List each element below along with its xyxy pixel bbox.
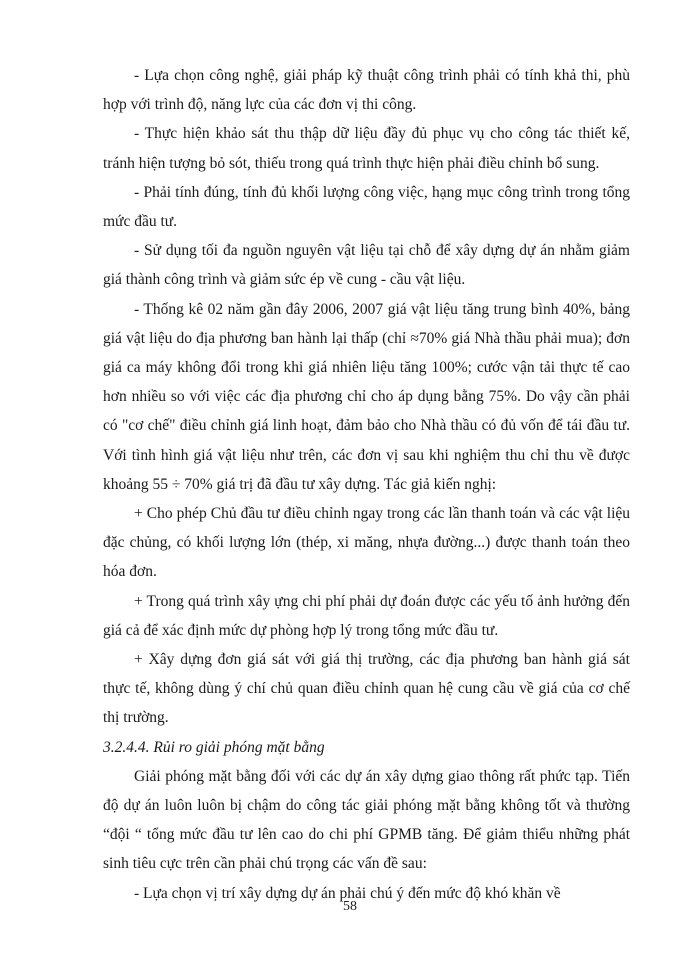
paragraph-recommendation-payment: + Cho phép Chủ đầu tư điều chỉnh ngay trong các lần thanh toán và các vật liệu đặc chủng, có khối lượng lớn (thép, xi măng, nhựa đường...) được thanh toán theo hóa đơn. <box>103 505 630 581</box>
paragraph-workload-calculation: - Phải tính đúng, tính đủ khối lượng công việc, hạng mục công trình trong tổng mức đầu tư. <box>103 183 630 231</box>
paragraph-recommendation-contingency: + Trong quá trình xây ựng chi phí phải dự đoán được các yếu tố ảnh hưởng đến giá cả để xác định mức dự phòng hợp lý trong tổng mức đầu tư. <box>103 592 630 639</box>
paragraph-recommendation-unit-price: + Xây dựng đơn giá sát với giá thị trường, các địa phương ban hành giá sát thực tế, không dùng ý chí chủ quan điều chỉnh quan hệ cung cầu về giá của cơ chế thị trường. <box>103 651 630 727</box>
page-number: 58 <box>343 899 357 914</box>
paragraph-site-clearance: Giải phóng mặt bằng đối với các dự án xây dựng giao thông rất phức tạp. Tiến độ dự án luôn luôn bị chậm do công tác giải phóng mặt bằng không tốt và thường “đội “ tổng mức đầu tư lên cao do chi phí GPMB tăng. Để giảm thiểu những phát sinh tiêu cực trên cần phải chú trọng các vấn đề sau: <box>103 767 630 873</box>
page-body <box>103 61 630 908</box>
paragraph-technology-choice: - Lựa chọn công nghệ, giải pháp kỹ thuật công trình phải có tính khả thi, phù hợp với trình độ, năng lực của các đơn vị thi công. <box>103 67 630 114</box>
paragraph-local-materials: - Sử dụng tối đa nguồn nguyên vật liệu tại chỗ để xây dựng dự án nhằm giảm giá thành công trình và giảm sức ép về cung - cầu vật liệu. <box>103 242 630 289</box>
paragraph-survey-data: - Thực hiện khảo sát thu thập dữ liệu đầy đủ phục vụ cho công tác thiết kế, tránh hiện tượng bỏ sót, thiếu trong quá trình thực hiện phải điều chỉnh bổ sung. <box>103 125 630 172</box>
section-heading: 3.2.4.4. Rủi ro giải phóng mặt bằng <box>103 738 325 756</box>
paragraph-site-selection: - Lựa chọn vị trí xây dựng dự án phải chú ý đến mức độ khó khăn về <box>134 884 561 902</box>
paragraph-price-statistics: - Thống kê 02 năm gần đây 2006, 2007 giá vật liệu tăng trung bình 40%, bảng giá vật liệu do địa phương ban hành lại thấp (chỉ ≈70% giá Nhà thầu phải mua); đơn giá ca máy không đổi trong khi giá nhiên liệu tăng 100%; cước vận tải thực tế cao hơn nhiều so với việc các địa phương chỉ cho áp dụng bằng 75%. Do vậy cần phải có "cơ chế" điều chỉnh giá linh hoạt, đảm bảo cho Nhà thầu có đủ vốn để tái đầu tư. Với tình hình giá vật liệu như trên, các đơn vị sau khi nghiệm thu chỉ thu về được khoảng 55 ÷ 70% giá trị đã đầu tư xây dựng. Tác giả kiến nghị: <box>103 300 630 493</box>
